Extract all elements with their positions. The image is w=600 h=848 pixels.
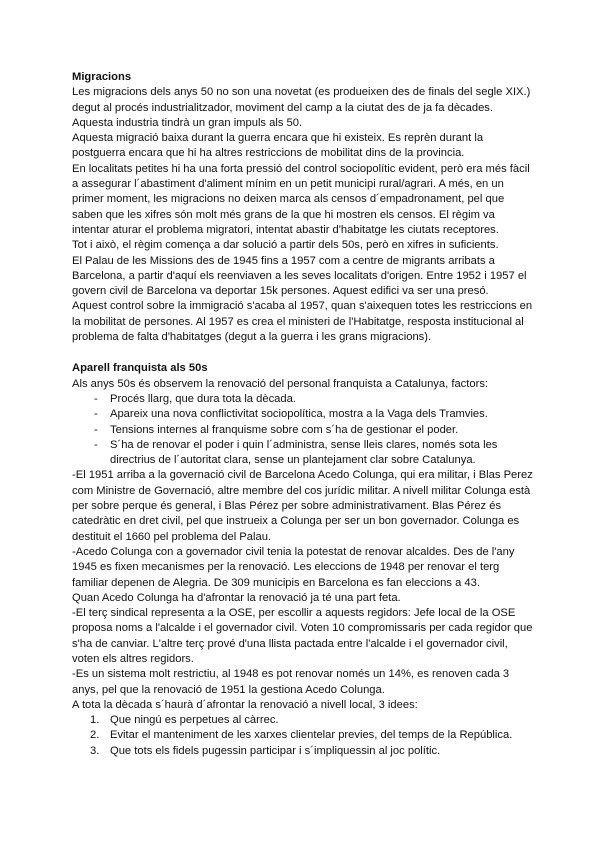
- numbered-list: [72, 713, 534, 759]
- paragraph: A tota la dècada s´haurà d´afrontar la renovació a nivell local, 3 idees:: [72, 698, 418, 711]
- section-heading-migracions: Migracions: [72, 71, 132, 83]
- paragraph: -Acedo Colunga con a governador civil tenia la potestat de renovar alcaldes. Des de l'any 1945 es fixen mecanismes per la renovació. Les eleccions de 1948 per renovar el terg familiar depenen de Alegria. De 309 municipis en Barcelona es fan eleccions a 43.: [72, 545, 515, 589]
- list-item: [72, 728, 534, 743]
- paragraph: El Palau de les Missions des de 1945 fins a 1957 com a centre de migrants arribats a Barcelona, a partir d'aquí els reenviaven a les seves localitats d'origen. Entre 1952 i 1957 el govern civil de Barcelona va deportar 15k persones. Aquest edifici va ser una presó.: [72, 254, 527, 298]
- paragraph: -El terç sindical representa a la OSE, per escollir a aquests regidors: Jefe local de la OSE proposa noms a l'alcalde i el governador civil. Voten 10 compromissaris per cada regidor que s'ha de canviar. L'altre terç prové d'una llista pactada entre l'alcalde i el governador civil, voten els altres regidors.: [72, 607, 533, 665]
- paragraph: Aquesta migració baixa durant la guerra encara que hi existeix. Es reprèn durant la postguerra encara que hi ha altres restriccions de mobilitat dins de la provincia.: [72, 132, 484, 160]
- list-item-text: Evitar el manteniment de les xarxes clientelar previes, del temps de la República.: [110, 729, 513, 742]
- list-number: 1.: [90, 714, 100, 727]
- section-heading-aparell-franquista: Aparell franquista als 50s: [72, 362, 208, 375]
- paragraph: -El 1951 arriba a la governació civil de Barcelona Acedo Colunga, qui era militar, i Blas Perez com Ministre de Governació, altre membre del cos jurídic militar. A nivell militar Colunga està per sobre perque és general, i Blas Pérez per sobre administrativament. Blas Pérez és catedràtic en dret civil, pel que instrueix a Colunga per ser un bon governador. Colunga es destituit el 1660 pel problema del Palau.: [72, 469, 533, 543]
- list-item: - Tensions internes al franquisme sobre com s´ha de gestionar el poder.: [72, 423, 534, 438]
- paragraph: Quan Acedo Colunga ha d'afrontar la renovació ja té una part feta.: [72, 591, 401, 604]
- list-item-text: Que tots els fidels pugessin participar i s´impliquessin al joc polític.: [110, 744, 441, 757]
- section-gap: [72, 345, 534, 361]
- paragraph: Als anys 50s és observem la renovació del personal franquista a Catalunya, factors:: [72, 377, 489, 390]
- list-item: [72, 713, 534, 728]
- list-item: - Procés llarg, que dura tota la dècada.: [72, 392, 534, 407]
- list-item: - S´ha de renovar el poder i quin l´administra, sense lleis clares, només sota les directrius de l´autoritat clara, sense un plantejament clar sobre Catalunya.: [72, 438, 534, 469]
- list-item: - Apareix una nova conflictivitat sociopolítica, mostra a la Vaga dels Tramvies.: [72, 407, 534, 422]
- paragraph: Les migracions dels anys 50 no son una novetat (es produeixen des de finals del segle XIX.) degut al procés industrialitzador, moviment del camp a la ciutat des de ja fa dècades. Aquesta industria tindrà un gran impuls als 50.: [72, 86, 531, 129]
- list-number: 3.: [90, 744, 100, 757]
- list-item-text: Que ningú es perpetues al càrrec.: [110, 714, 279, 727]
- dash-list: [72, 392, 534, 468]
- list-item: [72, 744, 534, 759]
- list-number: 2.: [90, 729, 100, 742]
- document-page: [72, 70, 534, 759]
- paragraph: En localitats petites hi ha una forta pressió del control sociopolític evident, però era més fàcil a assegurar l´abastiment d'aliment mínim en un petit municipi rural/agrari. A més, en un primer moment, les migracions no deixen marca als censos d´empadronament, pel que saben que les xifres són molt més grans de la que hi mostren els censos. El règim va intentar aturar el problema migratori, intentat abastir d'habitatge les ciutats receptores.: [72, 162, 530, 236]
- paragraph: Aquest control sobre la immigració s'acaba al 1957, quan s'aixequen totes les restriccions en la mobilitat de persones. Al 1957 es crea el ministeri de l'Habitatge, resposta institucional al problema de falta d'habitatges (degut a la guerra i les grans migracions).: [72, 300, 533, 344]
- paragraph: -Es un sistema molt restrictiu, al 1948 es pot renovar només un 14%, es renoven cada 3 anys, pel que la renovació de 1951 la gestiona Acedo Colunga.: [72, 668, 510, 696]
- paragraph: Tot i això, el règim comença a dar solució a partir dels 50s, però en xifres in suficients.: [72, 239, 499, 252]
